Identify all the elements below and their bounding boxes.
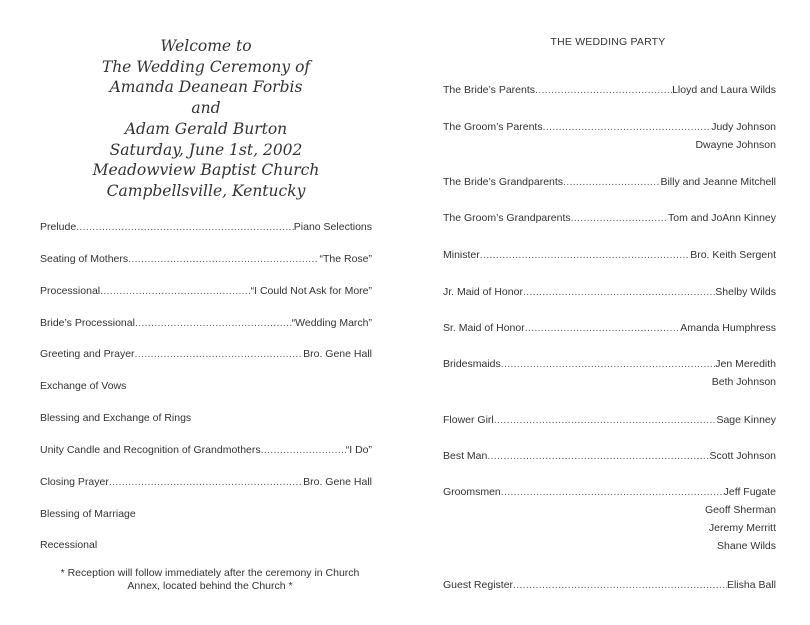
entry-label: Closing Prayer — [40, 476, 109, 488]
welcome-line: Welcome to — [160, 37, 252, 55]
entry-label: Minister — [443, 249, 480, 261]
party-row — [443, 212, 776, 224]
dot-leader — [109, 476, 303, 488]
party-row — [443, 84, 776, 96]
entry-value: “The Rose” — [319, 253, 372, 265]
welcome-line: Saturday, June 1st, 2002 — [109, 140, 303, 159]
program-row — [40, 253, 372, 265]
entry-label: Blessing and Exchange of Rings — [40, 412, 192, 424]
entry-value: “I Do” — [345, 444, 372, 456]
entry-value: Tom and JoAnn Kinney — [668, 212, 776, 224]
welcome-line: Adam Gerald Burton — [124, 119, 288, 138]
entry-label: Blessing of Marriage — [40, 508, 136, 520]
entry-label: The Groom’s Grandparents — [443, 212, 571, 224]
entry-value: “Wedding March” — [291, 317, 372, 329]
reception-note-line: * Reception will follow immediately after the ceremony in Church — [60, 567, 360, 579]
entry-label: The Bride’s Grandparents — [443, 176, 564, 188]
dot-leader — [501, 358, 716, 370]
dot-leader — [261, 444, 346, 456]
party-row — [443, 286, 776, 298]
party-row — [443, 249, 776, 261]
party-row — [443, 486, 776, 498]
entry-label: The Bride’s Parents — [443, 84, 536, 96]
dot-leader — [571, 212, 668, 224]
welcome-line: The Wedding Ceremony of — [101, 57, 311, 76]
entry-value: Bro. Keith Sergent — [690, 249, 776, 261]
program-row — [40, 317, 372, 329]
program-row — [40, 476, 372, 488]
entry-value: Shelby Wilds — [715, 286, 776, 298]
program-row — [40, 508, 372, 520]
entry-value: Billy and Jeanne Mitchell — [660, 176, 776, 188]
welcome-line: Meadowview Baptist Church — [92, 161, 320, 180]
entry-value: Scott Johnson — [709, 450, 776, 462]
program-row — [40, 285, 372, 297]
entry-label: Flower Girl — [443, 414, 494, 426]
entry-label: The Groom’s Parents — [443, 121, 543, 133]
entry-label: Prelude — [40, 221, 77, 233]
party-additional-name: Beth Johnson — [711, 376, 776, 388]
entry-label: Jr. Maid of Honor — [443, 286, 523, 298]
dot-leader — [523, 286, 715, 298]
entry-label: Guest Register — [443, 579, 514, 591]
program-row — [40, 412, 372, 424]
dot-leader — [535, 84, 672, 96]
party-row — [443, 358, 776, 370]
entry-label: Processional — [40, 285, 101, 297]
party-additional-name: Shane Wilds — [717, 540, 776, 552]
entry-value: Jen Meredith — [715, 358, 776, 370]
party-additional-name: Dwayne Johnson — [695, 139, 776, 151]
dot-leader — [76, 221, 294, 233]
party-additional-name: Geoff Sherman — [704, 504, 776, 516]
entry-label: Groomsmen — [443, 486, 501, 498]
party-row — [443, 121, 776, 133]
entry-value: “I Could Not Ask for More” — [250, 285, 372, 297]
entry-value: Judy Johnson — [711, 121, 776, 133]
program-row — [40, 221, 372, 233]
program-row — [40, 539, 372, 551]
party-additional-name: Jeremy Merritt — [708, 522, 776, 534]
dot-leader — [563, 176, 660, 188]
party-row — [443, 450, 776, 462]
entry-value: Lloyd and Laura Wilds — [672, 84, 776, 96]
entry-label: Greeting and Prayer — [40, 348, 135, 360]
dot-leader — [487, 450, 709, 462]
party-row — [443, 579, 776, 591]
reception-note-line: Annex, located behind the Church * — [127, 579, 293, 592]
party-row — [443, 414, 776, 426]
entry-value: Piano Selections — [293, 221, 372, 233]
entry-label: Seating of Mothers — [40, 253, 129, 265]
entry-label: Best Man — [443, 450, 488, 462]
entry-label: Unity Candle and Recognition of Grandmothers — [40, 444, 261, 456]
dot-leader — [100, 285, 251, 297]
dot-leader — [135, 317, 292, 329]
program-row — [40, 380, 372, 392]
dot-leader — [543, 121, 712, 133]
entry-value: Bro. Gene Hall — [303, 348, 372, 360]
party-row — [443, 322, 776, 334]
entry-value: Sage Kinney — [716, 414, 776, 426]
dot-leader — [135, 348, 304, 360]
reception-note — [40, 567, 380, 592]
dot-leader — [513, 579, 727, 591]
entry-value: Elisha Ball — [726, 579, 776, 591]
program-row — [40, 444, 372, 456]
entry-label: Bride’s Processional — [40, 317, 135, 329]
entry-value: Bro. Gene Hall — [303, 476, 372, 488]
entry-value: Jeff Fugate — [723, 486, 776, 498]
welcome-line: Campbellsville, Kentucky — [106, 181, 306, 200]
party-row — [443, 176, 776, 188]
welcome-line: and — [191, 99, 221, 118]
entry-value: Amanda Humphress — [680, 322, 776, 334]
entry-label: Sr. Maid of Honor — [443, 322, 525, 334]
entry-label: Exchange of Vows — [40, 380, 127, 392]
wedding-party-title: THE WEDDING PARTY — [550, 36, 666, 48]
dot-leader — [494, 414, 717, 426]
welcome-line: Amanda Deanean Forbis — [109, 78, 303, 97]
program-row — [40, 348, 372, 360]
dot-leader — [501, 486, 724, 498]
dot-leader — [525, 322, 681, 334]
dot-leader — [128, 253, 319, 265]
entry-label: Bridesmaids — [443, 358, 501, 370]
welcome-heading — [40, 36, 372, 202]
dot-leader — [480, 249, 690, 261]
entry-label: Recessional — [40, 539, 98, 551]
